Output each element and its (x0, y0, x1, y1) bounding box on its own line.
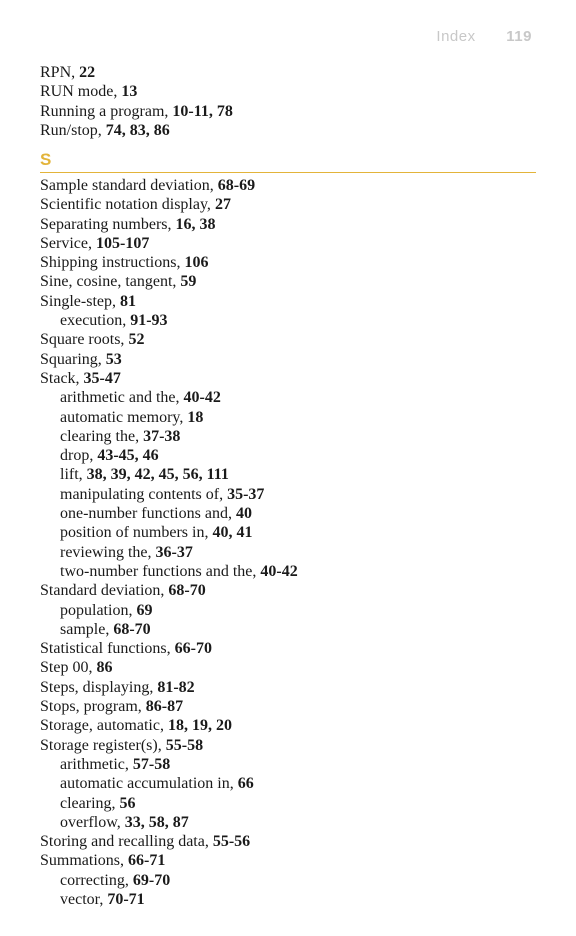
index-subentry (40, 774, 536, 793)
section-letter: S (40, 150, 52, 169)
entry-term: Stops, program, (40, 698, 146, 716)
entry-term: Stack, (40, 369, 84, 387)
index-entry (40, 63, 536, 82)
page-number: 119 (506, 28, 532, 45)
entry-pages: 86-87 (145, 698, 184, 716)
entry-term: Summations, (40, 852, 129, 870)
index-subentry (40, 465, 536, 484)
entry-term: Running a program, (40, 102, 173, 120)
entry-pages: 56 (119, 794, 136, 812)
index-subentry (40, 562, 536, 581)
entry-pages: 40-42 (183, 389, 221, 407)
entry-term: Standard deviation, (40, 582, 169, 600)
index-entry (40, 272, 536, 291)
entry-term: Single-step, (40, 292, 120, 310)
index-subentry (40, 427, 536, 446)
entry-pages: 69-70 (132, 871, 171, 889)
entry-term: Run/stop, (40, 121, 106, 139)
entry-term: execution, (60, 312, 131, 330)
entry-pages: 40, 41 (212, 524, 253, 542)
entry-pages: 106 (184, 254, 209, 272)
index-entry (40, 292, 536, 311)
entry-term: position of numbers in, (60, 524, 213, 542)
index-entries-s (40, 176, 536, 909)
index-subentry (40, 485, 536, 504)
entry-term: clearing the, (60, 427, 144, 445)
entry-pages: 43-45, 46 (97, 447, 159, 465)
index-subentry (40, 601, 536, 620)
index-entry (40, 697, 536, 716)
entry-term: correcting, (60, 871, 133, 889)
entry-term: population, (60, 601, 137, 619)
index-subentry (40, 446, 536, 465)
index-entry (40, 215, 536, 234)
index-subentry (40, 755, 536, 774)
entry-term: manipulating contents of, (60, 485, 228, 503)
entry-pages: 35-37 (227, 485, 265, 503)
entry-pages: 105-107 (95, 234, 150, 252)
entry-pages: 55-58 (165, 736, 204, 754)
entry-pages: 53 (105, 350, 122, 368)
entry-term: RPN, (40, 64, 80, 81)
entry-pages: 74, 83, 86 (105, 121, 170, 139)
entry-term: arithmetic and the, (60, 389, 184, 407)
entry-term: vector, (60, 890, 108, 908)
index-entries-r (40, 63, 536, 140)
index-entry (40, 832, 536, 851)
index-subentry (40, 408, 536, 427)
entry-term: Shipping instructions, (40, 254, 185, 272)
entry-pages: 86 (96, 659, 113, 677)
entry-pages: 40 (235, 505, 252, 523)
entry-pages: 35-47 (83, 369, 121, 387)
index-entry (40, 369, 536, 388)
entry-pages: 81 (120, 292, 136, 310)
entry-pages: 40-42 (260, 562, 298, 580)
index-subentry (40, 523, 536, 542)
index-subentry (40, 620, 536, 639)
index-subentry (40, 871, 536, 890)
entry-pages: 37-38 (143, 427, 181, 445)
entry-pages: 69 (136, 601, 153, 619)
entry-pages: 16, 38 (175, 215, 216, 233)
entry-term: reviewing the, (60, 543, 156, 561)
entry-term: Storage, automatic, (40, 717, 168, 735)
entry-term: Storing and recalling data, (40, 833, 213, 851)
index-subentry (40, 388, 536, 407)
entry-term: Sample standard deviation, (40, 177, 218, 194)
entry-pages: 18, 19, 20 (167, 717, 232, 735)
index-entry (40, 350, 536, 369)
entry-pages: 66-70 (174, 640, 212, 658)
entry-term: Separating numbers, (40, 215, 176, 233)
entry-pages: 68-69 (217, 177, 256, 194)
entry-pages: 68-70 (168, 582, 206, 600)
index-entry (40, 581, 536, 600)
entry-pages: 52 (128, 331, 145, 349)
index-subentry (40, 890, 536, 909)
entry-pages: 55-56 (212, 833, 251, 851)
index-entry (40, 253, 536, 272)
index-entry (40, 330, 536, 349)
index-entry (40, 195, 536, 214)
index-entry (40, 121, 536, 140)
index-subentry (40, 504, 536, 523)
entry-pages: 27 (214, 196, 231, 214)
entry-term: arithmetic, (60, 755, 133, 773)
entry-pages: 81-82 (157, 678, 195, 696)
entry-term: Statistical functions, (40, 640, 175, 658)
entry-term: automatic accumulation in, (60, 775, 238, 793)
section-heading-s (40, 150, 536, 173)
index-subentry (40, 311, 536, 330)
index-entry (40, 658, 536, 677)
index-subentry (40, 794, 536, 813)
entry-term: Steps, displaying, (40, 678, 158, 696)
page-header (436, 28, 532, 45)
index-entry (40, 736, 536, 755)
index-subentry (40, 813, 536, 832)
index-entry (40, 82, 536, 101)
entry-term: sample, (60, 620, 114, 638)
entry-pages: 38, 39, 42, 45, 56, 111 (86, 466, 229, 484)
entry-term: drop, (60, 447, 98, 465)
entry-term: Scientific notation display, (40, 196, 215, 214)
entry-term: Storage register(s), (40, 736, 166, 754)
entry-term: lift, (60, 466, 87, 484)
index-entry (40, 234, 536, 253)
entry-pages: 68-70 (113, 620, 151, 638)
index-entry (40, 639, 536, 658)
entry-term: one-number functions and, (60, 505, 236, 523)
index-entry (40, 176, 536, 195)
entry-term: Service, (40, 234, 96, 252)
entry-pages: 10-11, 78 (172, 102, 233, 120)
entry-pages: 36-37 (155, 543, 193, 561)
index-entry (40, 716, 536, 735)
entry-term: Square roots, (40, 331, 129, 349)
entry-term: two-number functions and the, (60, 562, 261, 580)
entry-pages: 70-71 (107, 890, 145, 908)
entry-pages: 66 (237, 775, 254, 793)
index-subentry (40, 543, 536, 562)
index-entry (40, 102, 536, 121)
entry-pages: 13 (121, 83, 138, 101)
entry-term: clearing, (60, 794, 120, 812)
index-entry (40, 678, 536, 697)
entry-pages: 22 (79, 64, 96, 81)
entry-term: overflow, (60, 813, 125, 831)
entry-term: RUN mode, (40, 83, 122, 101)
entry-pages: 33, 58, 87 (124, 813, 189, 831)
entry-term: Squaring, (40, 350, 106, 368)
entry-term: Step 00, (40, 659, 97, 677)
entry-term: automatic memory, (60, 408, 188, 426)
entry-term: Sine, cosine, tangent, (40, 273, 181, 291)
entry-pages: 57-58 (132, 755, 171, 773)
entry-pages: 59 (180, 273, 197, 291)
entry-pages: 91-93 (130, 312, 168, 330)
running-head: Index (436, 28, 476, 45)
entry-pages: 18 (187, 408, 204, 426)
entry-pages: 66-71 (128, 852, 166, 870)
index-entry (40, 851, 536, 870)
